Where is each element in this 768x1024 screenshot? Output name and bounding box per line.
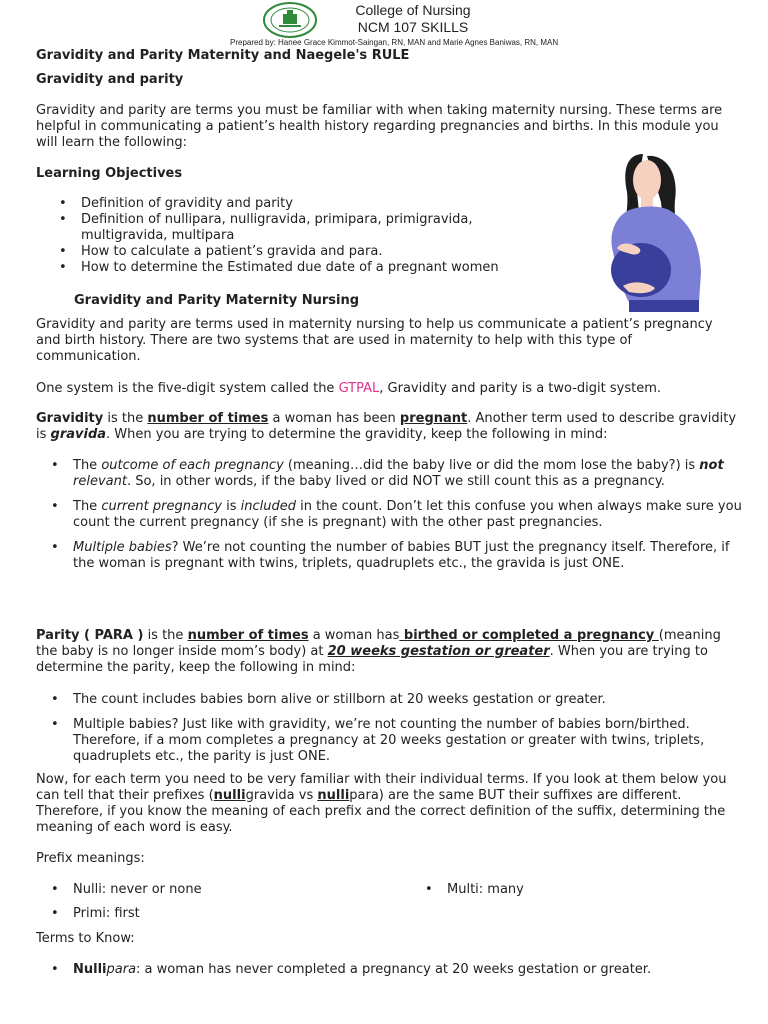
list-item: • Nulli: never or none [73,882,373,898]
gravidity-points-list [73,458,743,581]
list-item: • How to determine the Estimated due date of a pregnant women [81,260,551,276]
course-code: NCM 107 SKILLS [357,19,469,35]
pregnant-woman-illustration [603,152,703,312]
list-item: • Multi: many [447,882,697,898]
college-seal-logo [262,2,318,38]
list-item: • Nullipara: a woman has never completed a pregnancy at 20 weeks gestation or greater. [73,962,743,978]
list-item: • Primi: first [73,906,373,922]
terms-heading: Terms to Know: [36,931,135,946]
list-item: • The outcome of each pregnancy (meaning…did the baby live or did the mom lose the baby?) is not relevant. So, in other words, if the baby lived or did NOT we still count this as a pregnancy. [73,458,743,490]
objectives-heading: Learning Objectives [36,166,183,181]
prefix-list-right [447,882,697,907]
gravidity-definition: Gravidity is the number of times a woman has been pregnant. Another term used to describe gravidity is gravida. When you are trying to determine the gravidity, keep the following in mind: [36,411,737,442]
objectives-list [81,196,551,276]
prefix-explanation: Now, for each term you need to be very familiar with their individual terms. If you look at them below you can tell that their prefixes (nulligravida vs nullipara) are the same BUT their suffixes are different. Therefore, if you know the meaning of each prefix and the correct definition of the suffix, determining the meaning of each word is easy. [36,772,727,835]
header-title [348,2,478,36]
intro-paragraph: Gravidity and parity are terms you must be familiar with when taking maternity nursing. These terms are helpful in communicating a patient’s health history regarding pregnancies and births. In this module you will learn the following: [36,103,723,150]
parity-definition: Parity ( PARA ) is the number of times a woman has birthed or completed a pregnancy (meaning the baby is no longer inside mom’s body) at 20 weeks gestation or greater. When you are trying to determine the parity, keep the following in mind: [36,628,721,675]
paragraph-two-systems: Gravidity and parity are terms used in maternity nursing to help us communicate a patient’s pregnancy and birth history. There are two systems that are used in maternity to help with this type of communication. [36,317,713,364]
list-item: • Multiple babies? Just like with gravidity, we’re not counting the number of babies born/birthed. Therefore, if a mom completes a pregnancy at 20 weeks gestation or greater with twins, triplets, quadruplets etc., the parity is just ONE. [73,717,743,765]
prepared-by: Prepared by: Hanee Grace Kimmot-Saingan, RN, MAN and Marie Agnes Baniwas, RN, MAN [230,38,559,47]
terms-list [73,962,743,987]
list-item: • The count includes babies born alive or stillborn at 20 weeks gestation or greater. [73,692,743,708]
prefix-list-left [73,882,373,931]
gtpal-highlight: GTPAL [338,381,380,396]
section-heading: Gravidity and parity [36,72,184,87]
list-item: • Definition of gravidity and parity [81,196,551,212]
subheading: Gravidity and Parity Maternity Nursing [74,293,360,308]
paragraph-gtpal: One system is the five-digit system called the GTPAL, Gravidity and parity is a two-digit system. [36,381,662,396]
parity-points-list [73,692,743,774]
list-item: • Multiple babies? We’re not counting the number of babies BUT just the pregnancy itself. Therefore, if the woman is pregnant with twins, triplets, quadruplets etc., the gravida is just ONE. [73,540,743,572]
college-name: College of Nursing [355,2,471,18]
prefix-heading: Prefix meanings: [36,851,145,866]
list-item: • Definition of nullipara, nulligravida, primipara, primigravida, multigravida, multipara [81,212,551,244]
list-item: • How to calculate a patient’s gravida and para. [81,244,551,260]
list-item: • The current pregnancy is included in the count. Don’t let this confuse you when always make sure you count the current pregnancy (if she is pregnant) with the other past pregnancies. [73,499,743,531]
document-title: Gravidity and Parity Maternity and Naegele's RULE [36,48,410,63]
